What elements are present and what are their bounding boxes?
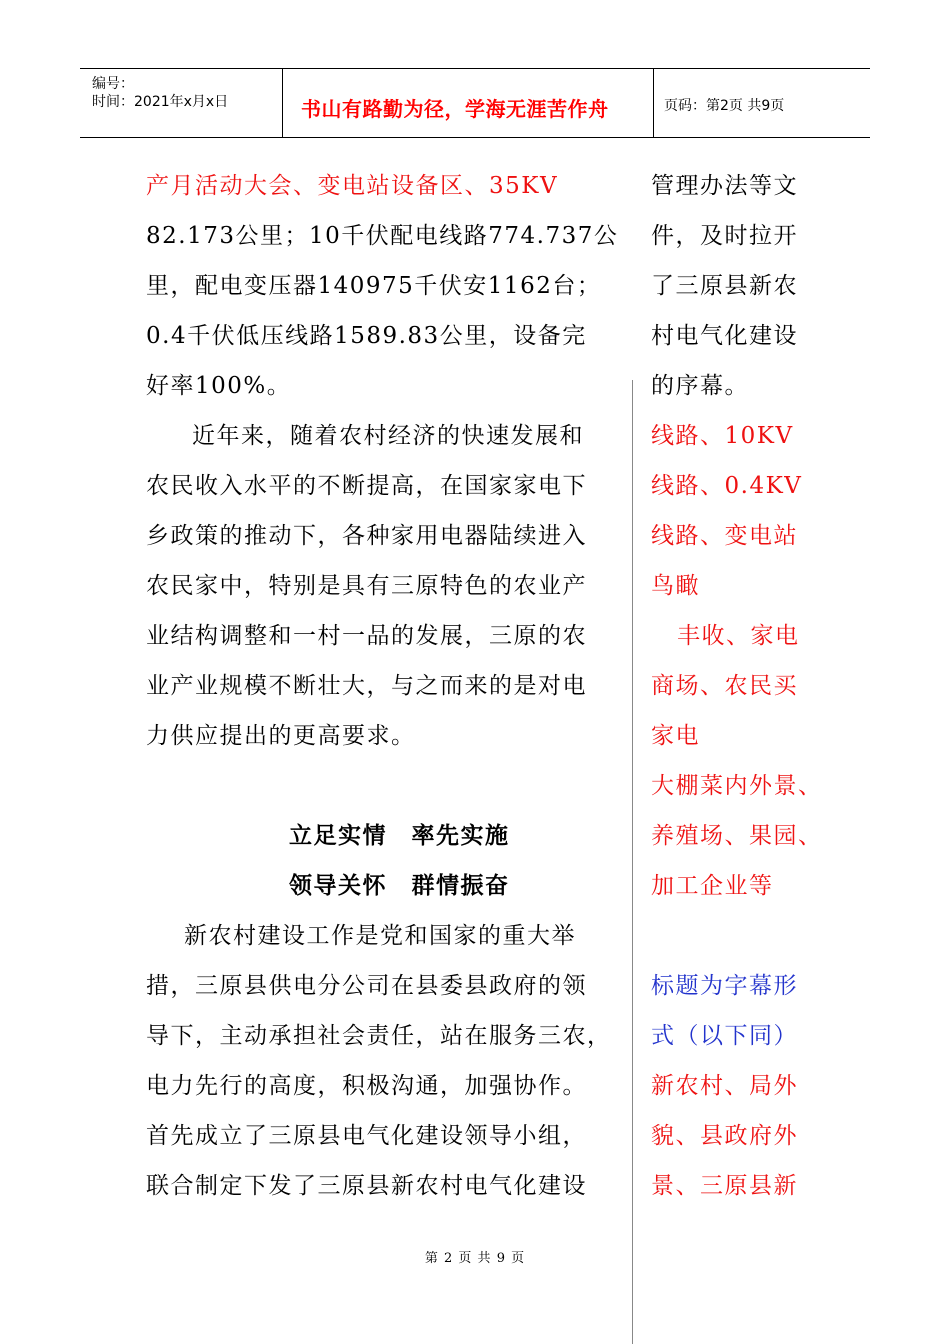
side-note-line: 管理办法等文 <box>651 173 798 199</box>
side-note-line: 景、三原县新 <box>651 1173 798 1199</box>
page-footer: 第 2 页 共 9 页 <box>424 1251 526 1266</box>
side-note-line: 的序幕。 <box>651 373 749 399</box>
side-note-line: 丰收、家电 <box>677 623 800 649</box>
side-note-line: 商场、农民买 <box>651 673 798 699</box>
body-line: 业产业规模不断壮大，与之而来的是对电 <box>146 673 587 699</box>
header-page-number: 页码：第2页 共9页 <box>664 98 785 114</box>
side-note-line: 标题为字幕形 <box>651 973 798 999</box>
side-note-line: 线路、变电站 <box>651 523 798 549</box>
page-header <box>80 68 870 138</box>
side-note-line: 大棚菜内外景、 <box>651 773 823 799</box>
side-note-line: 鸟瞰 <box>651 573 700 599</box>
spacer <box>146 761 616 811</box>
body-line: 新农村建设工作是党和国家的重大举 <box>184 923 576 949</box>
body-line: 力供应提出的更高要求。 <box>146 723 416 749</box>
body-line: 近年来，随着农村经济的快速发展和 <box>192 423 584 449</box>
side-note-line: 貌、县政府外 <box>651 1123 798 1149</box>
side-note-line: 件，及时拉开 <box>651 223 798 249</box>
body-line: 业结构调整和一村一品的发展，三原的农 <box>146 623 587 649</box>
side-note-line: 式（以下同） <box>651 1023 798 1049</box>
body-line: 电力先行的高度，积极沟通，加强协作。 <box>146 1073 587 1099</box>
body-line: 首先成立了三原县电气化建设领导小组， <box>146 1123 587 1149</box>
number-label: 编号： <box>92 76 134 92</box>
header-page-cell <box>654 69 870 137</box>
side-note-line: 家电 <box>651 723 700 749</box>
date-label: 时间：2021年x月x日 <box>92 94 229 110</box>
body-line: 农民家中，特别是具有三原特色的农业产 <box>146 573 587 599</box>
spacer <box>651 911 841 961</box>
side-notes-column <box>651 161 841 1211</box>
body-line: 乡政策的推动下，各种家用电器陆续进入 <box>146 523 587 549</box>
body-line: 导下，主动承担社会责任，站在服务三农， <box>146 1023 612 1049</box>
header-motto-cell <box>283 69 654 137</box>
body-line: 0.4千伏低压线路1589.83公里，设备完 <box>146 323 587 349</box>
side-note-line: 新农村、局外 <box>651 1073 798 1099</box>
header-info-cell <box>80 69 283 137</box>
body-line: 农民收入水平的不断提高，在国家家电下 <box>146 473 587 499</box>
side-note-line: 养殖场、果园、 <box>651 823 823 849</box>
section-heading: 领导关怀 群情振奋 <box>289 873 510 899</box>
side-note-line: 线路、10KV <box>651 423 794 449</box>
body-line: 措，三原县供电分公司在县委县政府的领 <box>146 973 587 999</box>
body-line: 联合制定下发了三原县新农村电气化建设 <box>146 1173 587 1199</box>
body-line: 82.173公里；10千伏配电线路774.737公 <box>146 223 619 249</box>
body-line: 里，配电变压器140975千伏安1162台； <box>146 273 602 299</box>
side-note-line: 村电气化建设 <box>651 323 798 349</box>
body-line: 产月活动大会、变电站设备区、35KV <box>146 173 559 199</box>
side-note-line: 加工企业等 <box>651 873 774 899</box>
header-motto: 书山有路勤为径，学海无涯苦作舟 <box>301 97 609 121</box>
side-note-line: 了三原县新农 <box>651 273 798 299</box>
section-heading: 立足实情 率先实施 <box>289 823 510 849</box>
body-line: 好率100%。 <box>146 373 292 399</box>
column-divider <box>632 380 633 1344</box>
main-text-column <box>146 161 619 1211</box>
side-note-line: 线路、0.4KV <box>651 473 803 499</box>
